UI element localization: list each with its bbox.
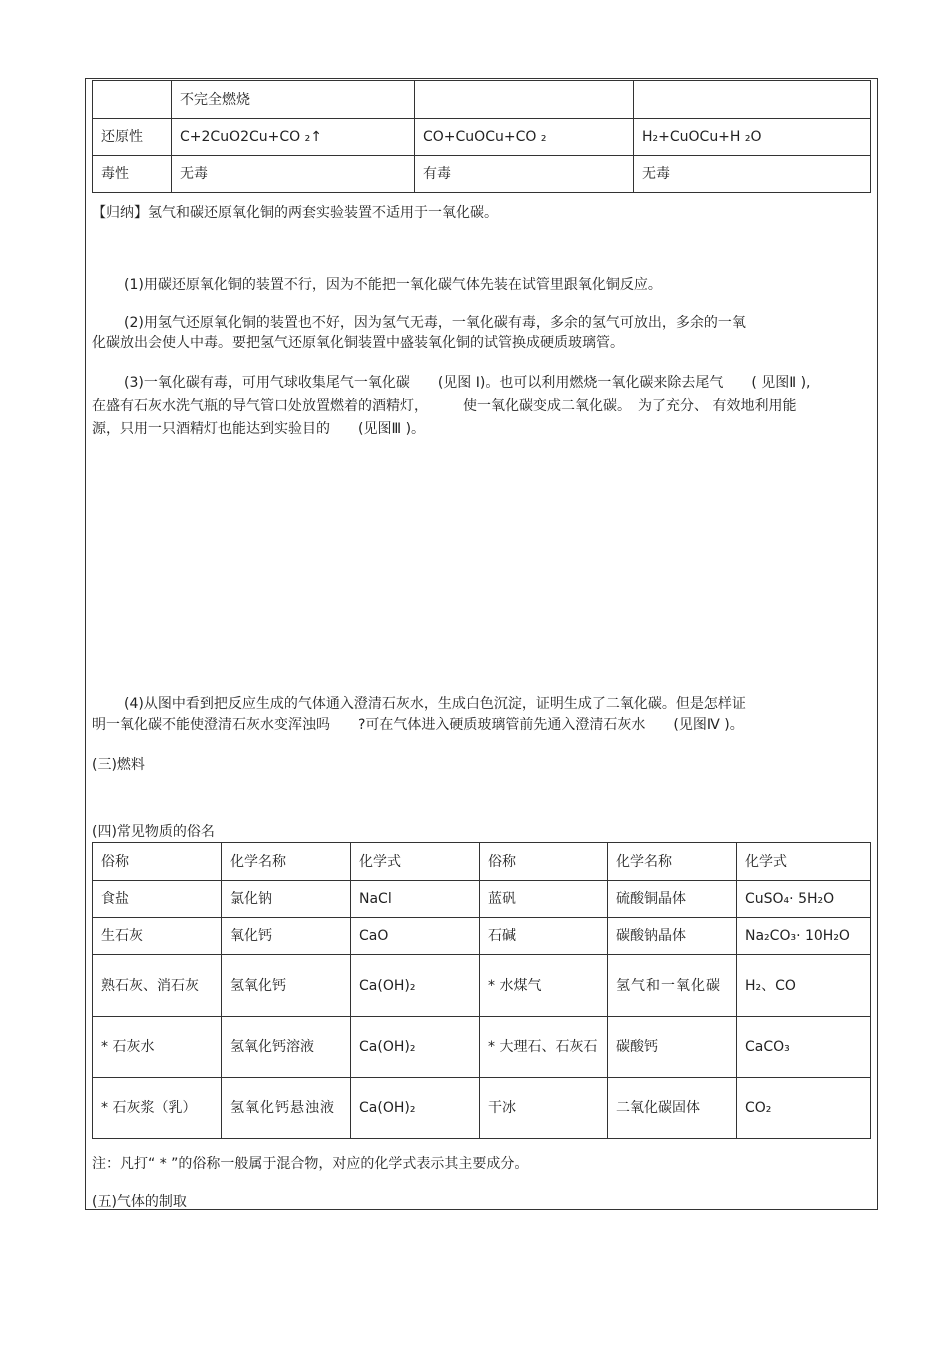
table-cell: 氯化钠 bbox=[222, 881, 351, 918]
table-row bbox=[93, 1017, 871, 1078]
table-row bbox=[93, 918, 871, 955]
row-label bbox=[93, 81, 172, 119]
row-label: 毒性 bbox=[93, 156, 172, 193]
paragraph-2-line-2: 化碳放出会使人中毒。要把氢气还原氧化铜装置中盛装氧化铜的试管换成硬质玻璃管。 bbox=[92, 335, 624, 351]
table-row bbox=[93, 955, 871, 1017]
column-header: 化学名称 bbox=[222, 843, 351, 881]
table-cell: 碳酸钙 bbox=[608, 1017, 737, 1078]
paragraph-2-line-1: (2)用氢气还原氧化铜的装置也不好，因为氢气无毒，一氧化碳有毒，多余的氢气可放出，多余的一氧 bbox=[124, 315, 746, 331]
column-header: 俗称 bbox=[93, 843, 222, 881]
table-cell: 氢氧化钙 bbox=[222, 955, 351, 1017]
hydrogen-cell bbox=[634, 81, 871, 119]
table-cell: 氢氧化钙悬浊液 bbox=[222, 1078, 351, 1139]
column-header: 化学式 bbox=[737, 843, 871, 881]
section-gas-heading: (五)气体的制取 bbox=[92, 1194, 187, 1210]
table-cell: 氢气和一氧化碳 bbox=[608, 955, 737, 1017]
table-cell: 蓝矾 bbox=[480, 881, 608, 918]
co-cell: CO+CuOCu+CO ₂ bbox=[415, 119, 634, 156]
paragraph-4-line-1: (4)从图中看到把反应生成的气体通入澄清石灰水，生成白色沉淀，证明生成了二氧化碳。但是怎样证 bbox=[124, 696, 746, 712]
co-cell bbox=[415, 81, 634, 119]
table-cell: Na₂CO₃· 10H₂O bbox=[737, 918, 871, 955]
table-cell: CaO bbox=[351, 918, 480, 955]
common-names-table bbox=[92, 842, 871, 1139]
table-cell: * 水煤气 bbox=[480, 955, 608, 1017]
table-cell: 氧化钙 bbox=[222, 918, 351, 955]
table-cell: Ca(OH)₂ bbox=[351, 955, 480, 1017]
hydrogen-cell: 无毒 bbox=[634, 156, 871, 193]
carbon-cell: C+2CuO2Cu+CO ₂↑ bbox=[172, 119, 415, 156]
table-cell: 石碱 bbox=[480, 918, 608, 955]
paragraph-3-line-3: 源，只用一只酒精灯也能达到实验目的 (见图Ⅲ )。 bbox=[92, 421, 426, 437]
carbon-cell: 不完全燃烧 bbox=[172, 81, 415, 119]
column-header: 化学式 bbox=[351, 843, 480, 881]
paragraph-1: (1)用碳还原氧化铜的装置不行，因为不能把一氧化碳气体先装在试管里跟氧化铜反应。 bbox=[124, 277, 662, 293]
carbon-cell: 无毒 bbox=[172, 156, 415, 193]
table-cell: CO₂ bbox=[737, 1078, 871, 1139]
table-cell: CaCO₃ bbox=[737, 1017, 871, 1078]
co-cell: 有毒 bbox=[415, 156, 634, 193]
summary-text: 【归纳】氢气和碳还原氧化铜的两套实验装置不适用于一氧化碳。 bbox=[92, 205, 498, 221]
table-cell: * 石灰水 bbox=[93, 1017, 222, 1078]
table-cell: 干冰 bbox=[480, 1078, 608, 1139]
table-cell: 熟石灰、消石灰 bbox=[93, 955, 222, 1017]
paragraph-3-line-2: 在盛有石灰水洗气瓶的导气管口处放置燃着的酒精灯， 使一氧化碳变成二氧化碳。 为了充分、 有效地利用能 bbox=[92, 398, 797, 414]
table-row bbox=[93, 156, 871, 193]
properties-table bbox=[92, 80, 871, 193]
table-cell: NaCl bbox=[351, 881, 480, 918]
column-header: 俗称 bbox=[480, 843, 608, 881]
table-cell: 氢氧化钙溶液 bbox=[222, 1017, 351, 1078]
section-names-heading: (四)常见物质的俗名 bbox=[92, 824, 215, 840]
table-row bbox=[93, 81, 871, 119]
table-cell: 食盐 bbox=[93, 881, 222, 918]
table-cell: Ca(OH)₂ bbox=[351, 1017, 480, 1078]
table-cell: H₂、CO bbox=[737, 955, 871, 1017]
hydrogen-cell: H₂+CuOCu+H ₂O bbox=[634, 119, 871, 156]
table-cell: 碳酸钠晶体 bbox=[608, 918, 737, 955]
note-text: 注：凡打“ * ”的俗称一般属于混合物，对应的化学式表示其主要成分。 bbox=[92, 1156, 529, 1172]
table-cell: 硫酸铜晶体 bbox=[608, 881, 737, 918]
paragraph-4-line-2: 明一氧化碳不能使澄清石灰水变浑浊吗 ?可在气体进入硬质玻璃管前先通入澄清石灰水 (见图Ⅳ )。 bbox=[92, 717, 744, 733]
column-header: 化学名称 bbox=[608, 843, 737, 881]
table-cell: 二氧化碳固体 bbox=[608, 1078, 737, 1139]
table-cell: * 石灰浆（乳） bbox=[93, 1078, 222, 1139]
table-cell: Ca(OH)₂ bbox=[351, 1078, 480, 1139]
table-row bbox=[93, 1078, 871, 1139]
table-cell: CuSO₄· 5H₂O bbox=[737, 881, 871, 918]
section-fuel-heading: (三)燃料 bbox=[92, 757, 145, 773]
table-cell: * 大理石、石灰石 bbox=[480, 1017, 608, 1078]
paragraph-3-line-1: (3)一氧化碳有毒，可用气球收集尾气一氧化碳 (见图 Ⅰ)。也可以利用燃烧一氧化碳来除去尾气 ( 见图Ⅱ ), bbox=[124, 375, 811, 391]
table-row bbox=[93, 881, 871, 918]
row-label: 还原性 bbox=[93, 119, 172, 156]
table-row bbox=[93, 119, 871, 156]
table-cell: 生石灰 bbox=[93, 918, 222, 955]
header-row bbox=[93, 843, 871, 881]
